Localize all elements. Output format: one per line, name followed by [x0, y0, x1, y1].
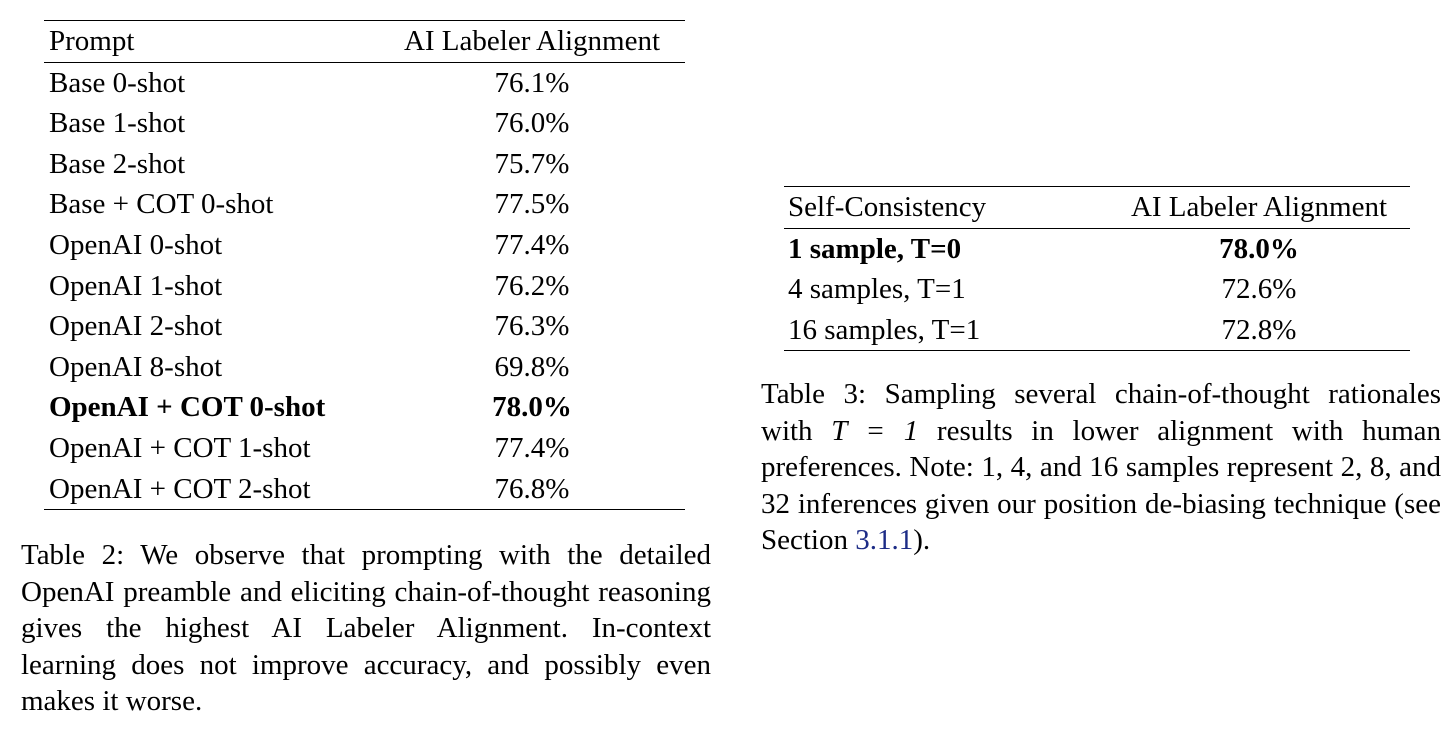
table-3-caption-text-2: results in lower alignment with human preferences. Note: 1, 4, and 16 samples represent 2, 8, and 32 inferences given our position de-biasing technique (see Section [761, 414, 1442, 556]
table-2-cell-alignment: 78.0% [492, 391, 572, 424]
table-3-cell-alignment: 72.8% [1221, 313, 1297, 346]
table-3-caption [761, 376, 1441, 559]
table-3-cell-setting: 1 sample, T=0 [788, 232, 962, 265]
table-2-cell-alignment: 76.8% [494, 472, 570, 505]
table-2-header-prompt: Prompt [49, 25, 135, 57]
table-row-best [784, 228, 1410, 269]
table-2-cell-alignment: 76.2% [494, 269, 570, 302]
table-row [44, 469, 685, 510]
table-2-cell-alignment: 76.0% [494, 107, 570, 140]
table-3 [784, 186, 1410, 351]
table-3-cell-alignment: 78.0% [1219, 232, 1299, 265]
table-2-cell-alignment: 69.8% [494, 350, 570, 383]
table-2-cell-prompt: OpenAI 2-shot [49, 310, 223, 343]
table-2-header-row [44, 21, 685, 63]
table-row [44, 266, 685, 307]
table-2-cell-prompt: Base 0-shot [49, 66, 186, 99]
table-row [44, 306, 685, 347]
table-2-cell-prompt: OpenAI 0-shot [49, 228, 223, 261]
table-2-cell-prompt: Base + COT 0-shot [49, 188, 274, 221]
table-3-header-self-consistency: Self-Consistency [788, 191, 987, 223]
table-3-caption-math: T = 1 [831, 414, 919, 447]
table-2-cell-prompt: OpenAI 1-shot [49, 269, 223, 302]
table-2-cell-prompt: Base 1-shot [49, 107, 186, 140]
table-3-cell-alignment: 72.6% [1221, 273, 1297, 306]
table-row [44, 144, 685, 185]
table-3-cell-setting: 4 samples, T=1 [788, 273, 966, 306]
table-2-cell-alignment: 76.1% [494, 66, 570, 99]
table-2-cell-alignment: 77.4% [494, 228, 570, 261]
table-row [44, 225, 685, 266]
table-2-caption-text: We observe that prompting with the detailed OpenAI preamble and eliciting chain-of-thought reasoning gives the highest AI Labeler Alignment. In-context learning does not improve accuracy, and possibly even makes it worse. [21, 539, 712, 717]
table-row [784, 310, 1410, 351]
table-row [44, 347, 685, 388]
table-2 [44, 20, 685, 510]
table-row-best [44, 387, 685, 428]
table-row [784, 269, 1410, 310]
table-3-caption-text-end: ). [913, 524, 931, 556]
table-row [44, 428, 685, 469]
table-2-cell-prompt: Base 2-shot [49, 147, 186, 180]
table-2-cell-prompt: OpenAI + COT 1-shot [49, 431, 311, 464]
table-2-cell-prompt: OpenAI + COT 0-shot [49, 391, 326, 424]
table-2-cell-prompt: OpenAI 8-shot [49, 350, 223, 383]
table-2-cell-alignment: 76.3% [494, 310, 570, 343]
table-2-cell-alignment: 77.5% [494, 188, 570, 221]
table-row [44, 184, 685, 225]
table-3-caption-text-1: Sampling several chain-of-thought rationales with [761, 378, 1442, 447]
table-2-cell-alignment: 77.4% [494, 431, 570, 464]
section-reference-link[interactable]: 3.1.1 [855, 524, 914, 556]
table-2-cell-alignment: 75.7% [494, 147, 570, 180]
table-row [44, 62, 685, 103]
table-row [44, 103, 685, 144]
table-2-caption-label: Table 2: [21, 539, 125, 571]
table-3-cell-setting: 16 samples, T=1 [788, 313, 981, 346]
table-2-cell-prompt: OpenAI + COT 2-shot [49, 472, 311, 505]
table-3-header-alignment: AI Labeler Alignment [1130, 191, 1388, 223]
table-2-header-alignment: AI Labeler Alignment [403, 25, 661, 57]
table-2-caption [21, 537, 711, 720]
table-3-caption-label: Table 3: [761, 378, 867, 410]
table-3-header-row [784, 187, 1410, 229]
